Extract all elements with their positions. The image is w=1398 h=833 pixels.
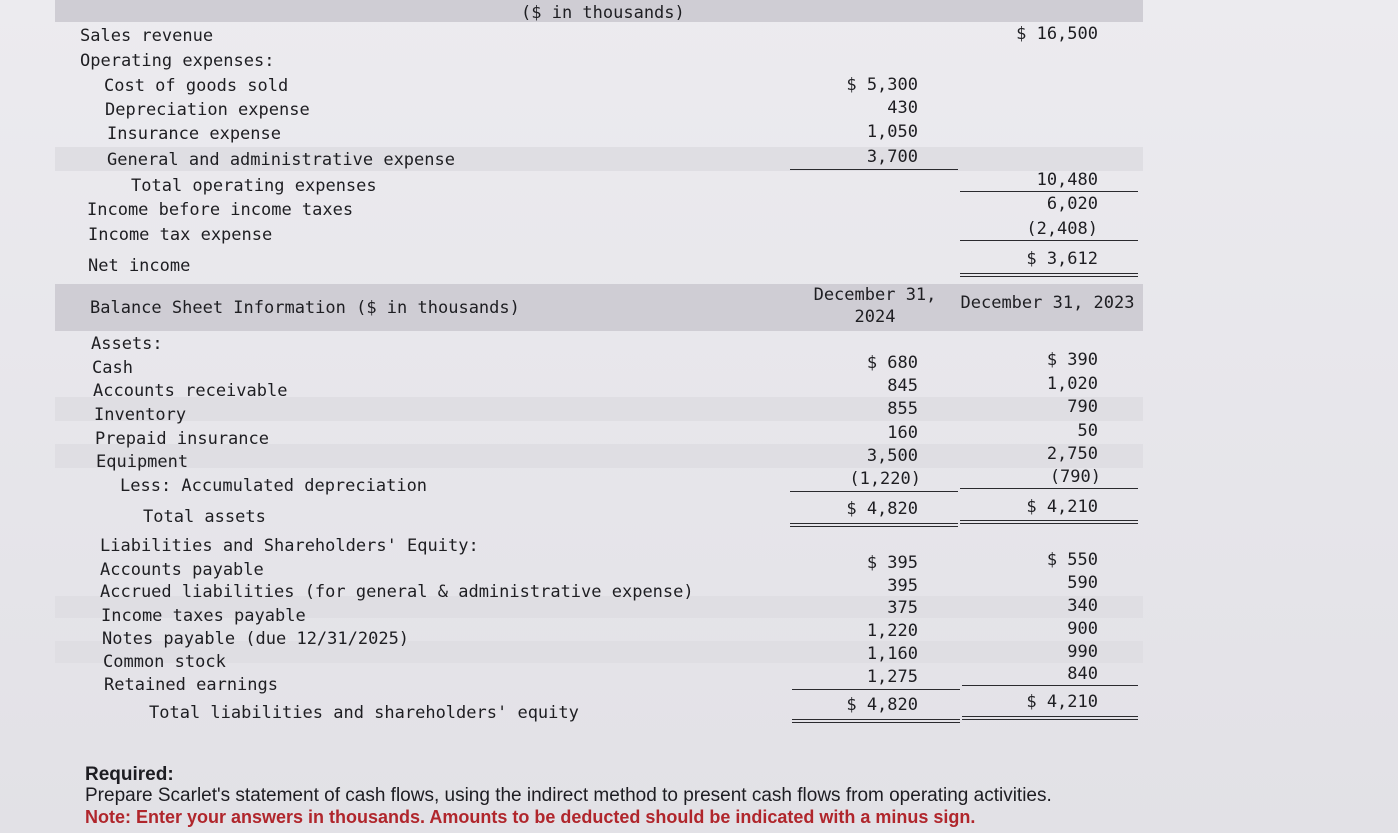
asset-2024: 160 bbox=[887, 423, 918, 443]
total-double-rule bbox=[790, 523, 958, 527]
income-before-taxes-label: Income before income taxes bbox=[87, 200, 354, 220]
liability-2024: 1,275 bbox=[866, 667, 918, 687]
liability-2023: 590 bbox=[1067, 573, 1098, 593]
total-double-rule bbox=[960, 520, 1138, 524]
total-assets-2023: $ 4,210 bbox=[1026, 497, 1098, 517]
subtotal-rule bbox=[962, 685, 1138, 686]
total-double-rule bbox=[962, 716, 1138, 720]
expense-label: Depreciation expense bbox=[105, 100, 310, 120]
asset-2023: 790 bbox=[1067, 397, 1098, 417]
total-double-rule bbox=[960, 273, 1138, 277]
asset-label: Prepaid insurance bbox=[95, 429, 269, 449]
liability-2023: $ 550 bbox=[1046, 550, 1098, 570]
asset-2024: (1,220) bbox=[849, 469, 921, 489]
asset-2024: 3,500 bbox=[866, 446, 918, 466]
liability-2024: 1,160 bbox=[866, 644, 918, 664]
balance-sheet-title: Balance Sheet Information ($ in thousands) bbox=[90, 298, 520, 318]
asset-2023: 50 bbox=[1077, 421, 1098, 441]
subtotal-rule bbox=[960, 191, 1138, 192]
liability-2023: 900 bbox=[1067, 619, 1098, 639]
income-before-taxes-amount: 6,020 bbox=[1046, 194, 1098, 214]
liability-label: Retained earnings bbox=[104, 675, 278, 695]
liabilities-label: Liabilities and Shareholders' Equity: bbox=[100, 536, 479, 556]
liability-label: Income taxes payable bbox=[101, 606, 306, 626]
income-units-label: ($ in thousands) bbox=[521, 3, 685, 23]
sales-revenue-label: Sales revenue bbox=[80, 26, 214, 46]
required-instruction: Prepare Scarlet's statement of cash flows, using the indirect method to present cash flows from operating activities. bbox=[85, 785, 1052, 806]
subtotal-rule bbox=[960, 240, 1138, 241]
expense-label: Insurance expense bbox=[107, 124, 281, 144]
asset-label: Accounts receivable bbox=[93, 381, 288, 401]
liability-label: Accounts payable bbox=[100, 560, 264, 580]
assets-label: Assets: bbox=[91, 334, 163, 354]
subtotal-rule bbox=[790, 169, 958, 170]
net-income-amount: $ 3,612 bbox=[1026, 249, 1098, 269]
total-liabilities-equity-2024: $ 4,820 bbox=[846, 695, 918, 715]
expense-label: General and administrative expense bbox=[107, 150, 455, 170]
income-tax-expense-label: Income tax expense bbox=[88, 225, 273, 245]
asset-label: Equipment bbox=[96, 452, 189, 472]
expense-label: Cost of goods sold bbox=[104, 76, 289, 96]
asset-2023: (790) bbox=[1049, 467, 1101, 487]
asset-2024: 845 bbox=[887, 376, 918, 396]
liability-2024: 1,220 bbox=[866, 621, 918, 641]
subtotal-rule bbox=[790, 491, 958, 492]
liability-2023: 990 bbox=[1067, 642, 1098, 662]
liability-2023: 340 bbox=[1067, 596, 1098, 616]
column-header-2023: December 31, 2023 bbox=[960, 293, 1135, 313]
liability-2023: 840 bbox=[1067, 664, 1098, 684]
total-operating-expenses-amount: 10,480 bbox=[1036, 170, 1098, 190]
expense-amount: 1,050 bbox=[866, 122, 918, 142]
asset-2024: $ 680 bbox=[866, 353, 918, 373]
total-assets-2024: $ 4,820 bbox=[846, 499, 918, 519]
asset-2023: 1,020 bbox=[1046, 374, 1098, 394]
sales-revenue-amount: $ 16,500 bbox=[1016, 24, 1098, 44]
asset-label: Cash bbox=[92, 358, 133, 378]
net-income-label: Net income bbox=[88, 256, 191, 276]
liability-label: Notes payable (due 12/31/2025) bbox=[102, 629, 410, 649]
asset-label: Less: Accumulated depreciation bbox=[120, 476, 428, 496]
asset-label: Inventory bbox=[94, 405, 187, 425]
total-double-rule bbox=[792, 719, 960, 723]
operating-expenses-label: Operating expenses: bbox=[80, 51, 275, 71]
asset-2023: 2,750 bbox=[1046, 444, 1098, 464]
required-note: Note: Enter your answers in thousands. Amounts to be deducted should be indicated with a minus sign. bbox=[85, 807, 976, 827]
liability-2024: $ 395 bbox=[866, 553, 918, 573]
expense-amount: 3,700 bbox=[866, 147, 918, 167]
total-assets-label: Total assets bbox=[143, 507, 266, 527]
column-header-2024-line2: 2024 bbox=[854, 307, 896, 327]
expense-amount: $ 5,300 bbox=[846, 75, 918, 95]
liability-label: Accrued liabilities (for general & administrative expense) bbox=[100, 582, 694, 602]
liability-2024: 375 bbox=[887, 598, 918, 618]
total-operating-expenses-label: Total operating expenses bbox=[131, 176, 377, 196]
total-liabilities-equity-label: Total liabilities and shareholders' equity bbox=[149, 703, 579, 723]
total-liabilities-equity-2023: $ 4,210 bbox=[1026, 692, 1098, 712]
expense-amount: 430 bbox=[887, 98, 918, 118]
required-heading: Required: bbox=[85, 764, 174, 785]
liability-2024: 395 bbox=[887, 576, 918, 596]
subtotal-rule bbox=[960, 488, 1138, 489]
subtotal-rule bbox=[792, 689, 960, 690]
income-tax-expense-amount: (2,408) bbox=[1026, 219, 1098, 239]
asset-2023: $ 390 bbox=[1046, 350, 1098, 370]
asset-2024: 855 bbox=[887, 399, 918, 419]
liability-label: Common stock bbox=[103, 652, 226, 672]
column-header-2024-line1: December 31, bbox=[813, 285, 937, 305]
